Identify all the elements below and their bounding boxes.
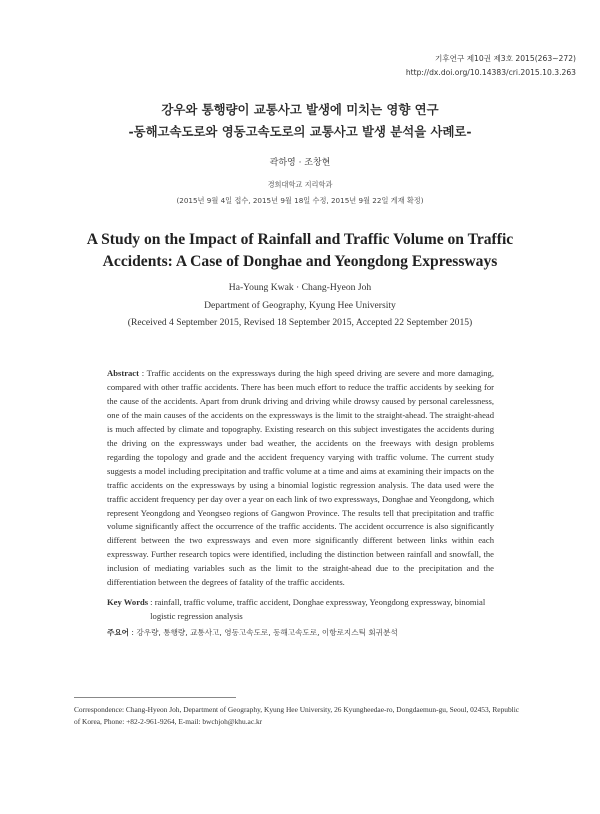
korean-key-words-text: : 강우량, 통행량, 교통사고, 영동고속도로, 동해고속도로, 이항로지스틱 회귀분석 (129, 628, 398, 637)
english-authors: Ha-Young Kwak · Chang-Hyeon Joh (228, 282, 372, 293)
abstract (107, 367, 494, 590)
english-title-line2: Accidents: A Case of Donghae and Yeongdong Expressways (102, 253, 498, 270)
english-title-line1: A Study on the Impact of Rainfall and Traffic Volume on Traffic (86, 231, 514, 248)
footnote-divider (74, 697, 236, 698)
korean-key-words-label: 주요어 (107, 628, 130, 637)
korean-affiliation: 경희대학교 지리학과 (267, 180, 333, 189)
english-title (0, 229, 600, 273)
korean-dates: (2015년 9월 4일 접수, 2015년 9월 18일 수정, 2015년 9월 22일 게재 확정) (176, 196, 424, 205)
korean-key-words (107, 626, 500, 639)
journal-header (406, 52, 576, 80)
korean-authors: 곽하영 · 조창현 (269, 158, 331, 168)
doi-link[interactable]: http://dx.doi.org/10.14383/cri.2015.10.3.263 (405, 68, 576, 77)
key-words (107, 596, 500, 623)
korean-title-line1: 강우와 통행량이 교통사고 발생에 미치는 영향 연구 (161, 102, 439, 117)
korean-title-line2: -동해고속도로와 영동고속도로의 교통사고 발생 분석을 사례로- (128, 124, 472, 139)
abstract-text: : Traffic accidents on the expressways during the high speed driving are severe and more damaging, compared with other traffic accidents. There has been much effort to reduce the traffic accidents by seeking for the cause of the accidents. Apart from drunk driving and driving while drowsy caused by personal carelessness, one of the main causes of the accidents on the expressways is the limit to the straight-ahead. The straight-ahead is much affected by climate and topography. Existing research on this subject investigates the accidents during the driving on the expressways under bad weather, the accidents on the freeways with design problems regarding the topology and grade and the accident frequency varying with traffic volume. The current study suggests a model including precipitation and traffic volume at a time and aims at examining their impacts on the traffic accidents on the expressways by using a binomial logistic regression analysis. The data used were the traffic accident frequency per day over a year on each link of two expressways, Donghae and Yeongdong, which represent Yeongdong and Yeongseo regions of Gangwon Province. The results tell that precipitation and traffic volume significantly affect the occurrence of the traffic accidents. The accident occurrence is also significantly different between the two expressways and even more significantly different between links within each expressway. Further research topics were identified, including the distinction between rainfall and snowfall, the inclusion of mediating variables such as the limit to the straight-ahead due to the precipitation and the differentiation between the degrees of fatality of the traffic accidents. (107, 368, 494, 588)
key-words-label: Key Words (107, 597, 149, 607)
english-affiliation: Department of Geography, Kyung Hee University (204, 300, 396, 311)
key-words-text: : rainfall, traffic volume, traffic accident, Donghae expressway, Yeongdong expressway, binomial logistic regression analysis (150, 597, 486, 621)
abstract-label: Abstract (107, 368, 139, 378)
journal-citation: 기후연구 제10권 제3호 2015(263~272) (434, 54, 576, 63)
english-dates: (Received 4 September 2015, Revised 18 September 2015, Accepted 22 September 2015) (127, 317, 473, 328)
correspondence-footnote: Correspondence: Chang-Hyeon Joh, Department of Geography, Kyung Hee University, 26 Kyungheedae-ro, Dongdaemun-gu, Seoul, 02453, Republic of Korea, Phone: +82-2-961-9264, E-mail: bwchjoh@khu.ac.kr (74, 705, 520, 727)
